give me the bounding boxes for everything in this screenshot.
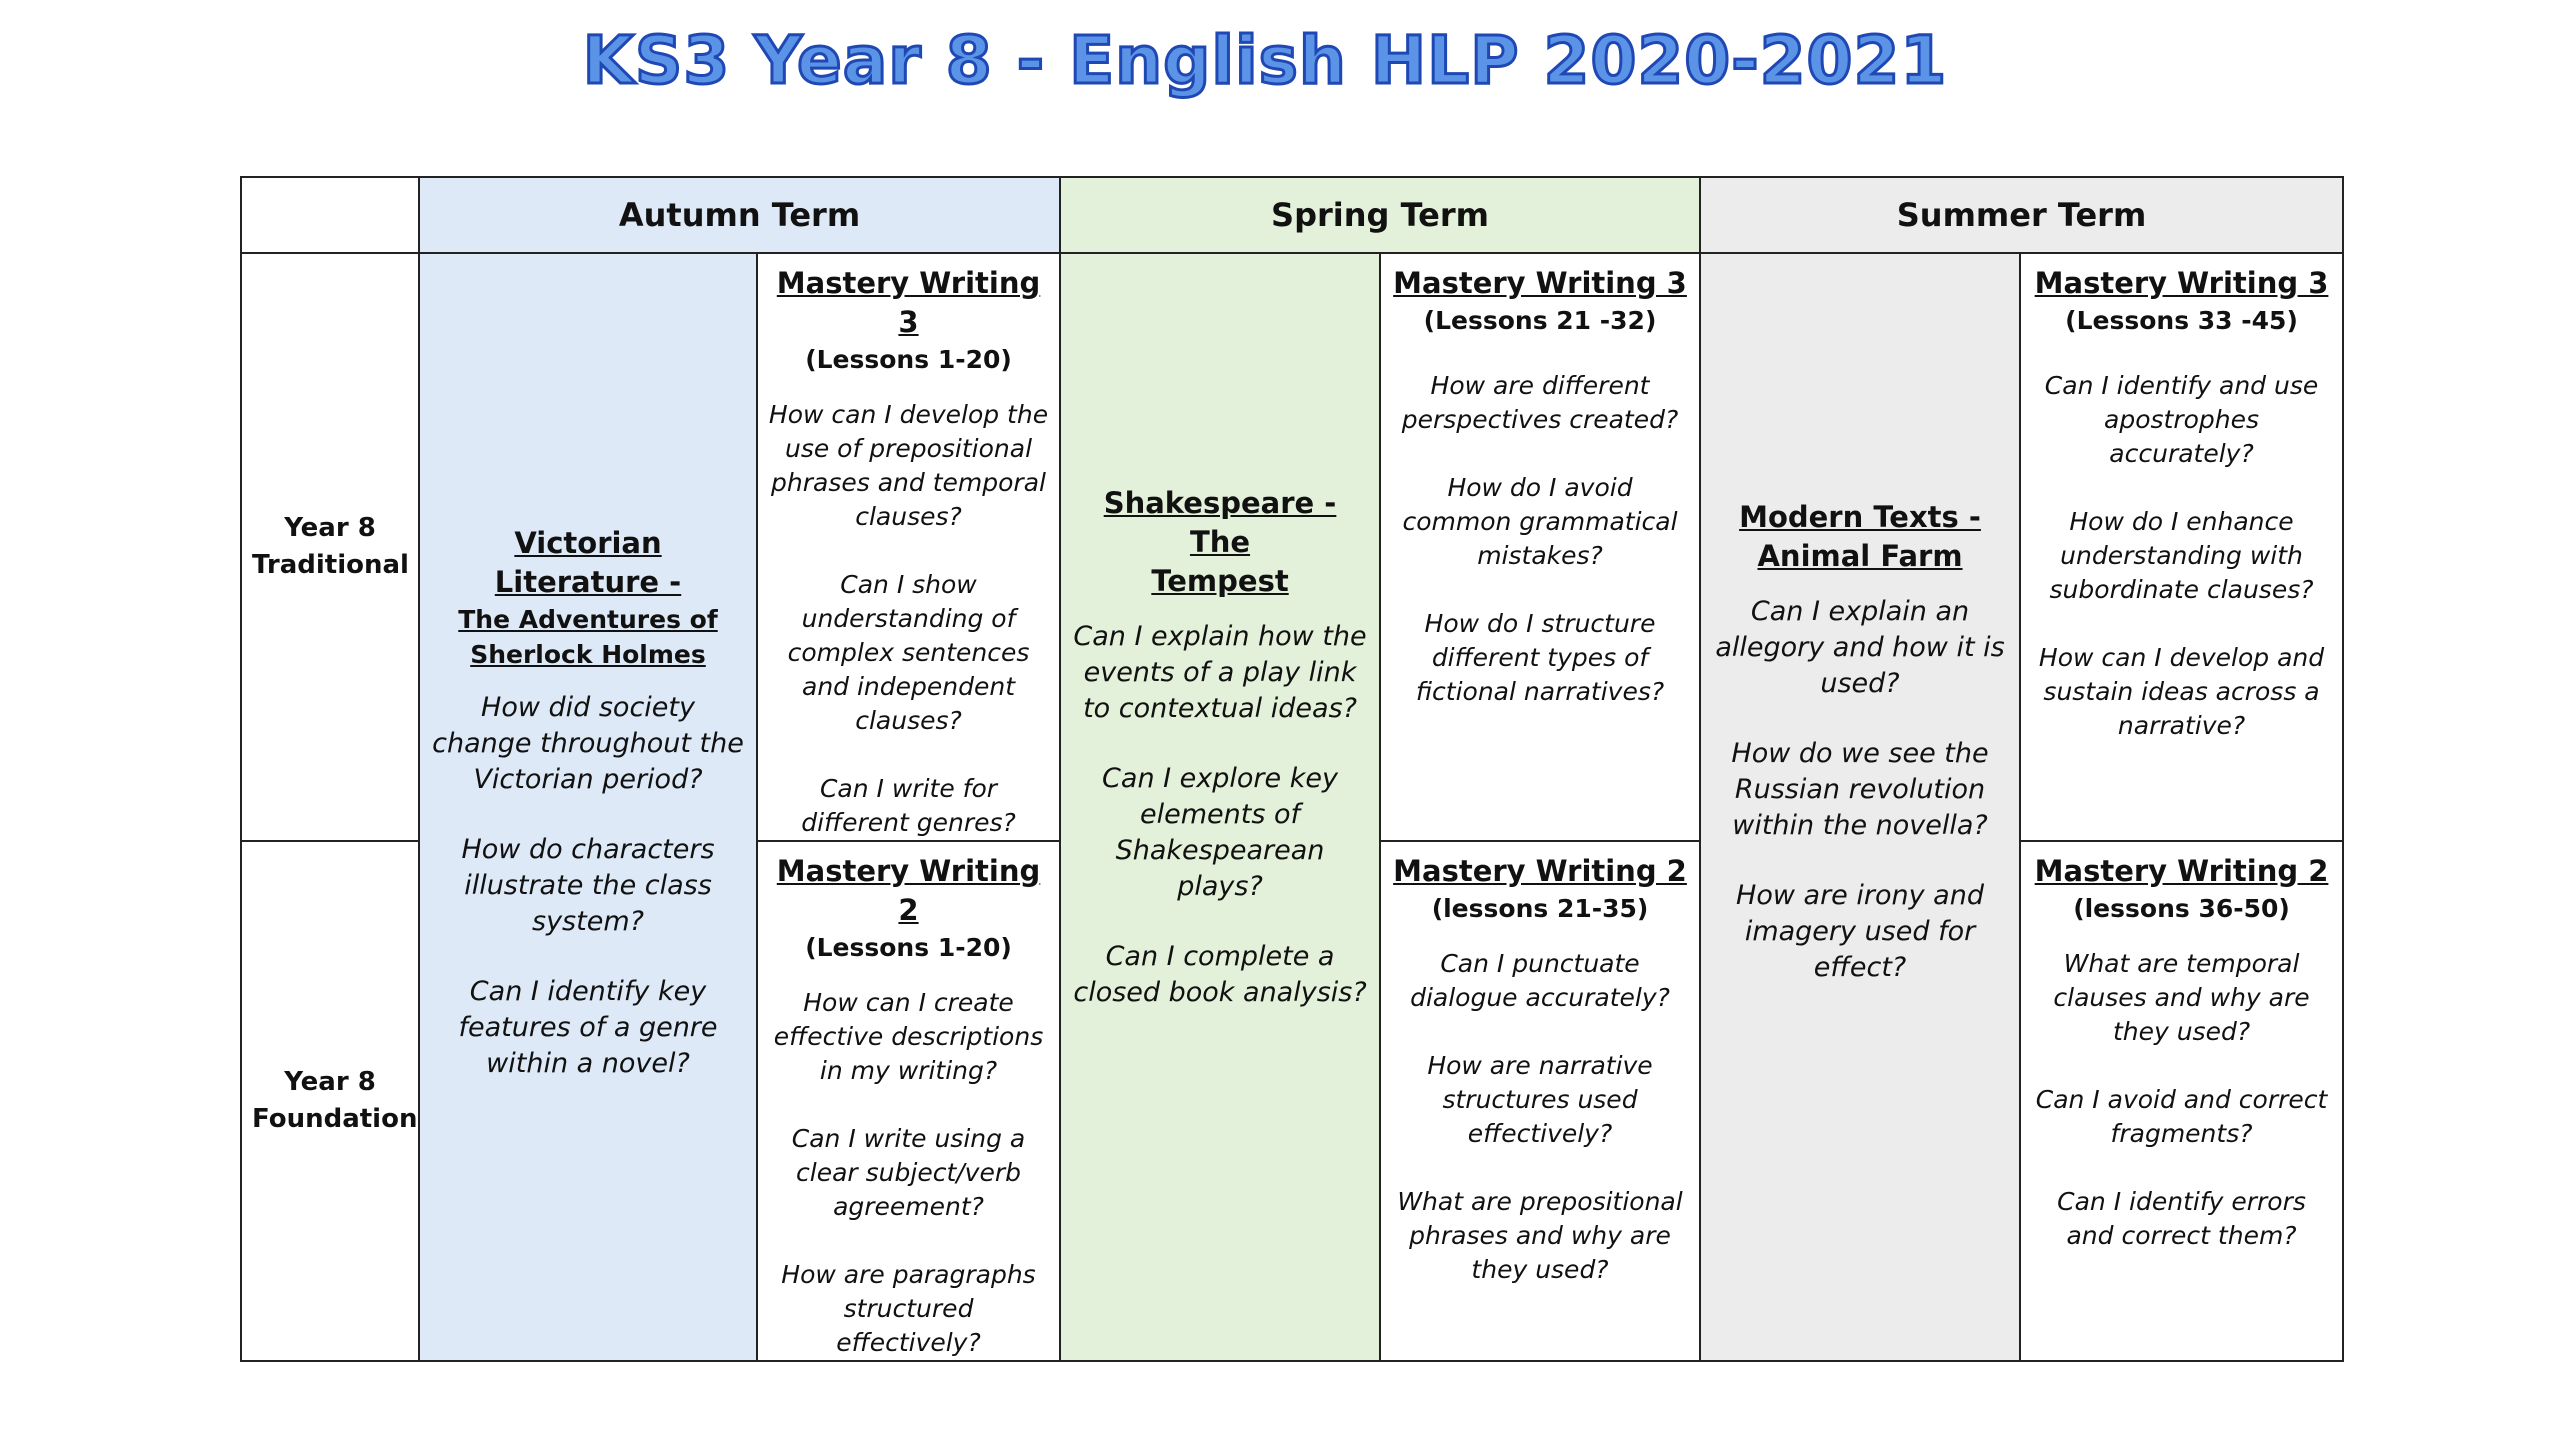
page-title: KS3 Year 8 - English HLP 2020-2021 <box>582 22 1948 99</box>
spring-unit-title: Shakespeare - The <box>1103 485 1337 559</box>
spring-foundation-lessons: (lessons 21-35) <box>1431 894 1649 923</box>
summer-foundation-question: Can I avoid and correct fragments? <box>2035 1085 2328 1148</box>
summer-term-header: Summer Term <box>1700 177 2343 253</box>
autumn-unit-question: How do characters illustrate the class system? <box>461 834 715 937</box>
summer-unit-cell <box>1700 253 2020 1361</box>
autumn-unit-title-line2: The Adventures of <box>458 605 718 634</box>
autumn-unit-question: Can I identify key features of a genre within a novel? <box>458 976 718 1079</box>
corner-cell <box>241 177 419 253</box>
summer-traditional-cell <box>2020 253 2343 841</box>
autumn-unit-question: How did society change throughout the Victorian period? <box>432 692 744 795</box>
autumn-unit-title-line3: Sherlock Holmes <box>470 640 706 669</box>
autumn-term-header: Autumn Term <box>419 177 1060 253</box>
autumn-traditional-heading: Mastery Writing 3 <box>776 266 1041 339</box>
summer-unit-title: Modern Texts - <box>1739 500 1981 534</box>
row-label-year: Year 8 <box>284 1067 376 1097</box>
summer-traditional-lessons: (Lessons 33 -45) <box>2065 306 2298 335</box>
spring-unit-question: Can I explore key elements of Shakespearean plays? <box>1102 762 1338 902</box>
summer-traditional-heading: Mastery Writing 3 <box>2034 266 2329 300</box>
spring-unit-question: Can I explain how the events of a play link to contextual ideas? <box>1073 620 1367 724</box>
row-label-foundation <box>241 841 419 1361</box>
summer-foundation-question: Can I identify errors and correct them? <box>2057 1187 2306 1250</box>
traditional-row <box>241 253 2343 841</box>
spring-term-header: Spring Term <box>1060 177 1700 253</box>
summer-foundation-cell <box>2020 841 2343 1361</box>
autumn-foundation-cell <box>757 841 1060 1361</box>
row-label-track: Foundation <box>252 1104 418 1134</box>
autumn-foundation-question: How are paragraphs structured effectively? <box>781 1260 1036 1357</box>
row-label-traditional <box>241 253 419 841</box>
summer-traditional-question: How can I develop and sustain ideas across a narrative? <box>2038 643 2325 740</box>
spring-unit-question: Can I complete a closed book analysis? <box>1073 940 1367 1008</box>
autumn-foundation-question: How can I create effective descriptions in my writing? <box>773 988 1044 1085</box>
spring-traditional-question: How are different perspectives created? <box>1401 371 1679 434</box>
autumn-foundation-heading: Mastery Writing 2 <box>776 854 1041 927</box>
curriculum-table <box>240 176 2344 1362</box>
spring-foundation-question: How are narrative structures used effectively? <box>1427 1051 1653 1148</box>
summer-foundation-heading: Mastery Writing 2 <box>2034 854 2329 888</box>
summer-unit-question: How are irony and imagery used for effect? <box>1736 880 1984 983</box>
autumn-foundation-lessons: (Lessons 1-20) <box>805 933 1012 962</box>
summer-traditional-question: Can I identify and use apostrophes accurately? <box>2044 371 2319 468</box>
summer-unit-question: Can I explain an allegory and how it is used? <box>1715 596 2005 699</box>
spring-foundation-question: What are prepositional phrases and why are they used? <box>1397 1187 1683 1284</box>
spring-unit-title-line2: Tempest <box>1151 563 1289 598</box>
autumn-unit-title: Victorian Literature - <box>494 526 682 599</box>
spring-traditional-question: How do I structure different types of fictional narratives? <box>1415 609 1665 706</box>
summer-traditional-question: How do I enhance understanding with subordinate clauses? <box>2049 507 2314 604</box>
spring-traditional-cell <box>1380 253 1700 841</box>
spring-foundation-cell <box>1380 841 1700 1361</box>
summer-foundation-question: What are temporal clauses and why are they used? <box>2053 949 2310 1046</box>
autumn-traditional-question: Can I write for different genres? <box>801 774 1016 837</box>
row-label-track: Traditional <box>252 550 409 580</box>
spring-foundation-heading: Mastery Writing 2 <box>1393 854 1687 888</box>
autumn-unit-cell <box>419 253 757 1361</box>
spring-unit-cell <box>1060 253 1380 1361</box>
header-row <box>241 177 2343 253</box>
summer-unit-question: How do we see the Russian revolution within the novella? <box>1731 738 1989 841</box>
autumn-traditional-question: How can I develop the use of prepositional phrases and temporal clauses? <box>768 400 1049 531</box>
autumn-foundation-question: Can I write using a clear subject/verb agreement? <box>791 1124 1026 1221</box>
autumn-traditional-lessons: (Lessons 1-20) <box>805 345 1012 374</box>
autumn-traditional-question: Can I show understanding of complex sentences and independent clauses? <box>787 570 1030 735</box>
spring-foundation-question: Can I punctuate dialogue accurately? <box>1410 949 1670 1012</box>
autumn-traditional-cell <box>757 253 1060 841</box>
spring-traditional-lessons: (Lessons 21 -32) <box>1423 306 1657 335</box>
row-label-year: Year 8 <box>284 513 376 543</box>
spring-traditional-question: How do I avoid common grammatical mistakes? <box>1402 473 1678 570</box>
summer-foundation-lessons: (lessons 36-50) <box>2073 894 2290 923</box>
spring-traditional-heading: Mastery Writing 3 <box>1393 266 1687 300</box>
summer-unit-title-line2: Animal Farm <box>1757 539 1963 573</box>
